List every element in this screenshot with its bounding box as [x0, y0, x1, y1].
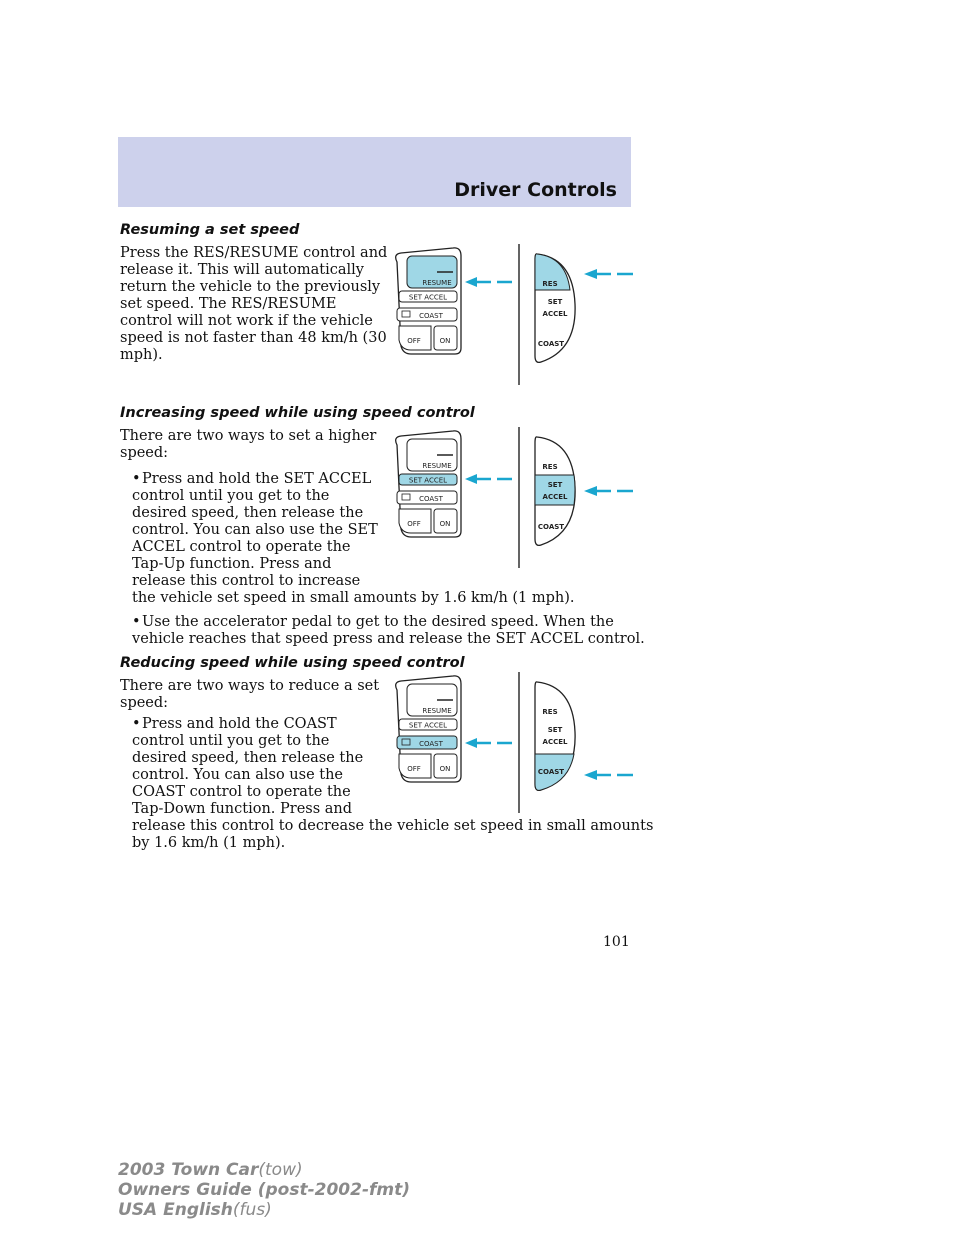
off-label: OFF — [407, 520, 421, 528]
coast-label: COAST — [419, 312, 443, 320]
text-line: speed: — [120, 695, 169, 711]
accel-label: ACCEL — [542, 493, 568, 501]
text-line: Tap-Down function. Press and — [132, 801, 353, 817]
resume-label: RESUME — [422, 279, 452, 287]
page-number: 101 — [603, 934, 630, 950]
speed-control-figure-resume — [385, 242, 641, 387]
text-line: Press and hold the COAST — [142, 716, 337, 732]
text-line: There are two ways to reduce a set — [120, 678, 380, 694]
text-line: desired speed, then release the — [132, 750, 364, 766]
resuming-paragraph — [120, 245, 387, 364]
chapter-header-band — [118, 137, 631, 207]
res-label: RES — [542, 708, 558, 716]
increasing-bullet-2 — [120, 614, 645, 648]
bullet-dot: • — [132, 614, 141, 630]
section-title-reducing: Reducing speed while using speed control — [120, 655, 465, 671]
resume-label: RESUME — [422, 462, 452, 470]
text-line: speed is not faster than 48 km/h (30 — [120, 330, 387, 346]
set-label: SET — [547, 481, 563, 489]
arrow-right — [584, 269, 633, 279]
on-label: ON — [439, 337, 451, 345]
footer-language: USA English — [118, 1200, 233, 1220]
text-line: control will not work if the vehicle — [120, 313, 373, 329]
text-line: speed: — [120, 445, 169, 461]
res-label: RES — [542, 280, 558, 288]
set-accel-label: SET ACCEL — [408, 293, 448, 302]
set-label: SET — [547, 298, 563, 306]
on-label: ON — [439, 765, 451, 773]
off-label: OFF — [407, 337, 421, 345]
text-line: control. You can also use the SET — [132, 522, 378, 538]
right-control-pad — [535, 254, 575, 363]
text-line: control until you get to the — [132, 733, 330, 749]
coast-right-label: COAST — [537, 768, 565, 776]
arrow-left — [465, 738, 512, 748]
text-line: Use the accelerator pedal to get to the desired speed. When the — [142, 614, 614, 630]
text-line: desired speed, then release the — [132, 505, 364, 521]
text-line: Press and hold the SET ACCEL — [142, 471, 372, 487]
arrow-left — [465, 474, 512, 484]
left-control-pad — [396, 431, 461, 537]
text-line: release this control to increase — [132, 573, 361, 589]
footer-model: 2003 Town Car — [118, 1160, 259, 1180]
text-line: Press the RES/RESUME control and — [120, 245, 388, 261]
speed-control-figure-set-accel — [385, 425, 641, 570]
left-control-pad — [396, 248, 461, 354]
coast-right-label: COAST — [537, 340, 565, 348]
left-control-pad — [396, 676, 461, 782]
set-label: SET — [547, 726, 563, 734]
footer-model-code: (tow) — [258, 1160, 303, 1180]
text-line: There are two ways to set a higher — [120, 428, 377, 444]
increasing-intro — [120, 428, 376, 462]
arrow-left — [465, 277, 512, 287]
text-line: return the vehicle to the previously — [120, 279, 381, 295]
set-accel-label: SET ACCEL — [408, 721, 448, 730]
text-line: vehicle reaches that speed press and release the SET ACCEL control. — [132, 631, 645, 647]
accel-label: ACCEL — [542, 738, 568, 746]
text-line: release it. This will automatically — [120, 262, 364, 278]
right-control-pad — [535, 437, 575, 546]
accel-label: ACCEL — [542, 310, 568, 318]
resume-label: RESUME — [422, 707, 452, 715]
res-label: RES — [542, 463, 558, 471]
section-title-increasing: Increasing speed while using speed control — [120, 405, 475, 421]
text-line: Tap-Up function. Press and — [132, 556, 332, 572]
bullet-dot: • — [132, 471, 141, 487]
section-title-resuming: Resuming a set speed — [120, 222, 300, 238]
bullet-dot: • — [132, 716, 141, 732]
text-line: release this control to decrease the vehicle set speed in small amounts — [132, 818, 654, 834]
text-line: control until you get to the — [132, 488, 330, 504]
on-label: ON — [439, 520, 451, 528]
footer-language-code: (fus) — [232, 1200, 272, 1220]
footer-guide: Owners Guide (post-2002-fmt) — [118, 1180, 411, 1200]
chapter-title: Driver Controls — [454, 179, 617, 201]
text-line: COAST control to operate the — [132, 784, 351, 800]
arrow-right — [584, 770, 633, 780]
set-accel-label: SET ACCEL — [408, 476, 448, 485]
arrow-right — [584, 486, 633, 496]
text-line: set speed. The RES/RESUME — [120, 296, 337, 312]
text-line: ACCEL control to operate the — [132, 539, 351, 555]
coast-label: COAST — [419, 495, 443, 503]
text-line: mph). — [120, 347, 163, 363]
text-line: the vehicle set speed in small amounts by 1.6 km/h (1 mph). — [132, 590, 575, 606]
document-footer — [118, 1160, 410, 1220]
coast-right-label: COAST — [537, 523, 565, 531]
coast-label: COAST — [419, 740, 443, 748]
text-line: control. You can also use the — [132, 767, 344, 783]
right-control-pad — [535, 682, 575, 791]
text-line: by 1.6 km/h (1 mph). — [132, 835, 286, 851]
off-label: OFF — [407, 765, 421, 773]
reducing-intro — [120, 678, 379, 712]
speed-control-figure-coast — [385, 670, 641, 815]
